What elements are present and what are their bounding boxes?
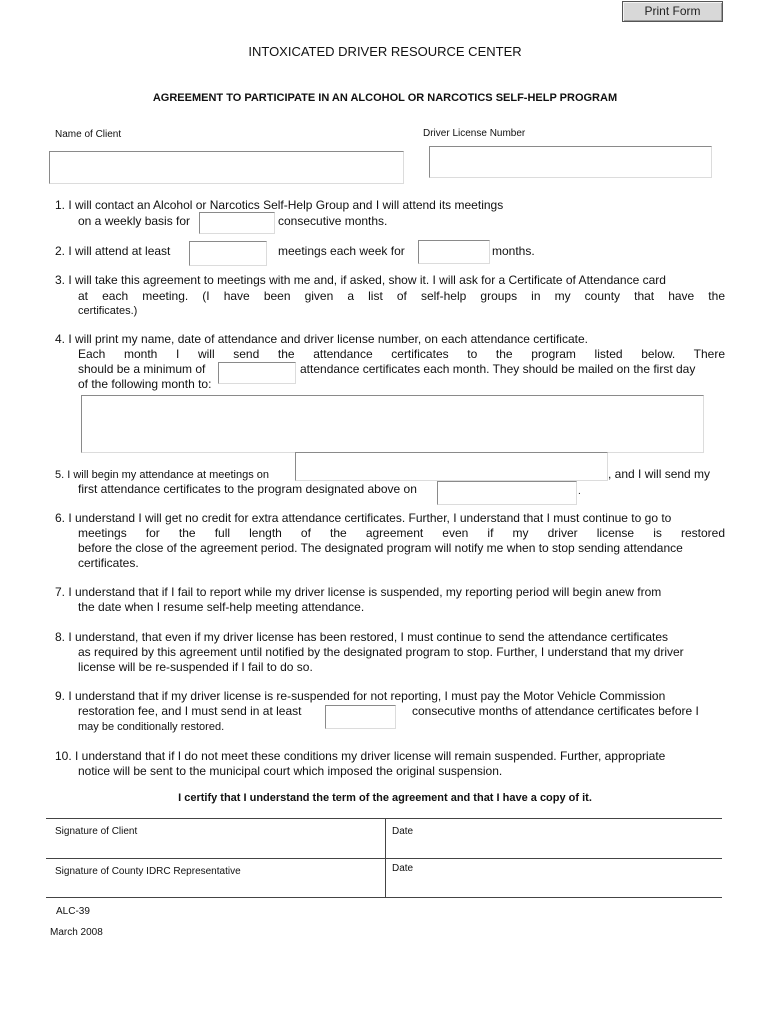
license-number-label: Driver License Number [423, 128, 526, 139]
item-8-line-1: 8. I understand, that even if my driver license has been restored, I must continue to send the attendance certificates [55, 630, 669, 644]
signature-table-divider [385, 818, 386, 898]
form-title: INTOXICATED DRIVER RESOURCE CENTER [248, 44, 522, 59]
attendance-months-input[interactable] [418, 240, 490, 264]
license-number-input[interactable] [429, 146, 712, 178]
restoration-months-input[interactable] [325, 705, 396, 729]
item-2-label-each-week: meetings each week for [278, 244, 405, 258]
signature-table-bottom-border [46, 897, 722, 898]
item-4-line-4: of the following month to: [78, 377, 212, 391]
item-4-label-each-month: attendance certificates each month. They should be mailed on the first day [300, 362, 696, 376]
item-7-line-2: the date when I resume self-help meeting attendance. [78, 600, 365, 614]
form-subtitle: AGREEMENT TO PARTICIPATE IN AN ALCOHOL OR NARCOTICS SELF-HELP PROGRAM [152, 92, 618, 104]
signature-table-middle-border [46, 858, 722, 859]
item-10-line-1: 10. I understand that if I do not meet these conditions my driver license will remain suspended. Further, appropriate [55, 749, 666, 763]
form-revision-date: March 2008 [50, 927, 103, 938]
item-6-line-2: meetings for the full length of the agreement even if my driver license is restored [78, 526, 725, 540]
representative-date-label: Date [392, 863, 414, 874]
item-5-label-send: , and I will send my [608, 467, 711, 481]
program-address-textarea[interactable] [81, 395, 704, 453]
attendance-start-date-input[interactable] [295, 452, 608, 481]
item-6-line-3: before the close of the agreement period. The designated program will notify me when to stop sending attendance [78, 541, 683, 555]
item-2-label-attend: 2. I will attend at least [55, 244, 171, 258]
client-date-label: Date [392, 826, 414, 837]
item-9-line-1: 9. I understand that if my driver license is re-suspended for not reporting, I must pay the Motor Vehicle Commission [55, 689, 666, 703]
print-form-button[interactable]: Print Form [622, 1, 723, 22]
first-certificate-date-input[interactable] [437, 481, 577, 505]
item-8-line-3: license will be re-suspended if I fail to do so. [78, 660, 313, 674]
item-9-label-consecutive: consecutive months of attendance certificates before I [412, 704, 699, 718]
item-3-line-3: certificates.) [78, 305, 138, 317]
minimum-certificates-input[interactable] [218, 362, 296, 384]
item-3-line-1: 3. I will take this agreement to meetings with me and, if asked, show it. I will ask for a Certificate of Attendance card [55, 273, 666, 287]
client-signature-label: Signature of Client [55, 826, 138, 837]
meetings-per-week-input[interactable] [189, 241, 267, 266]
item-9-line-3: may be conditionally restored. [78, 721, 225, 733]
item-3-line-2: at each meeting. (I have been given a list of self-help groups in my county that have the [78, 289, 725, 303]
item-7-line-1: 7. I understand that if I fail to report while my driver license is suspended, my reporting period will begin anew from [55, 585, 662, 599]
certification-statement: I certify that I understand the term of the agreement and that I have a copy of it. [178, 792, 592, 804]
item-2-label-months: months. [492, 244, 535, 258]
client-name-label: Name of Client [55, 129, 122, 140]
form-id: ALC-39 [56, 906, 90, 917]
item-1-line-1: 1. I will contact an Alcohol or Narcotics Self-Help Group and I will attend its meetings [55, 198, 504, 212]
representative-signature-label: Signature of County IDRC Representative [55, 866, 241, 877]
item-9-label-restoration: restoration fee, and I must send in at least [78, 704, 302, 718]
client-name-input[interactable] [49, 151, 404, 184]
item-10-line-2: notice will be sent to the municipal court which imposed the original suspension. [78, 764, 503, 778]
signature-table-top-border [46, 818, 722, 819]
item-4-label-minimum: should be a minimum of [78, 362, 206, 376]
item-4-line-1: 4. I will print my name, date of attendance and driver license number, on each attendance certificate. [55, 332, 588, 346]
item-5-period: . [578, 486, 581, 497]
item-6-line-1: 6. I understand I will get no credit for extra attendance certificates. Further, I understand that I must continue to go to [55, 511, 672, 525]
item-5-label-begin: 5. I will begin my attendance at meetings on [55, 469, 270, 481]
item-1-label-months: consecutive months. [278, 214, 388, 228]
item-6-line-4: certificates. [78, 556, 139, 570]
item-1-label-weekly: on a weekly basis for [78, 214, 191, 228]
consecutive-months-input[interactable] [199, 212, 275, 234]
item-5-line-2: first attendance certificates to the program designated above on [78, 482, 417, 496]
item-4-line-2: Each month I will send the attendance certificates to the program listed below. There [78, 347, 725, 361]
item-8-line-2: as required by this agreement until notified by the designated program to stop. Further, I understand that my driver [78, 645, 684, 659]
